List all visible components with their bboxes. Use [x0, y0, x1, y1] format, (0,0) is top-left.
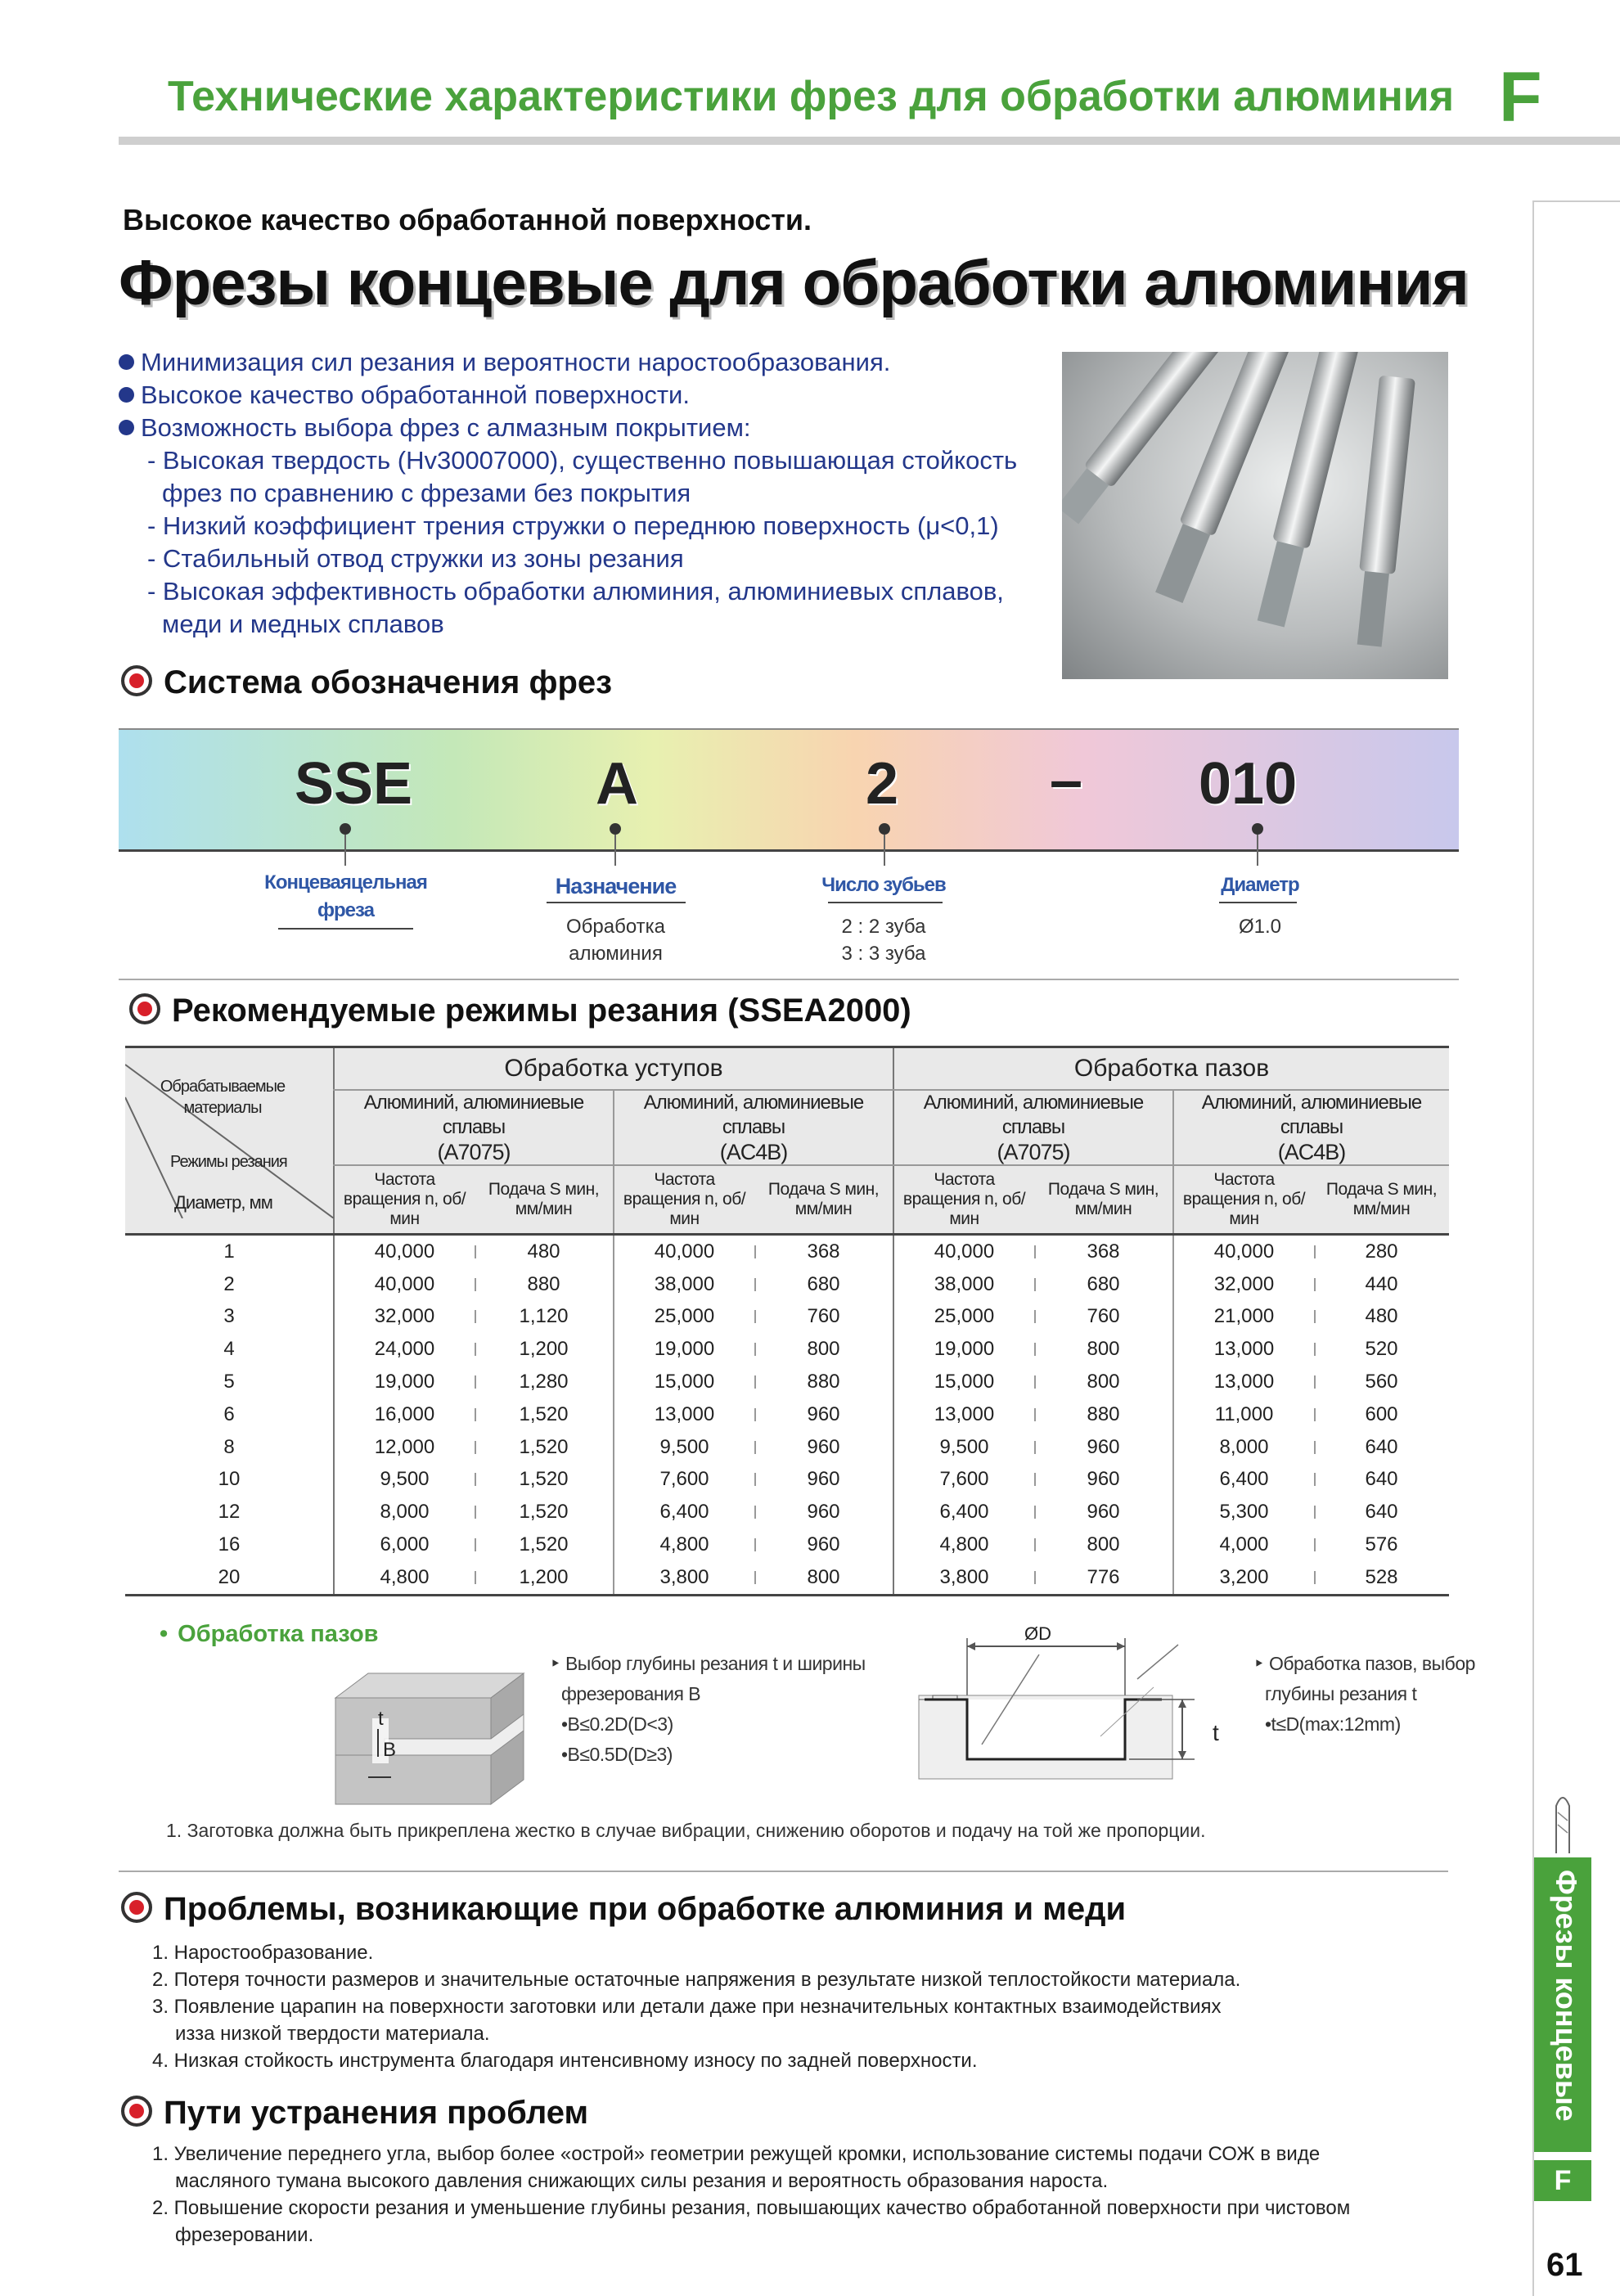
table-row: [125, 1431, 1449, 1464]
section-divider: [119, 979, 1459, 980]
solution-item: 1. Увеличение переднего угла, выбор более «острой» геометрии режущей кромки, использование системы подачи СОЖ в виде: [152, 2143, 1321, 2165]
feed-cell: 680: [1034, 1268, 1173, 1301]
diagram-label-b: B: [383, 1739, 397, 1761]
section-letter: F: [1499, 58, 1542, 137]
pointer-line: [344, 835, 346, 866]
diameter-cell: 20: [218, 1565, 241, 1588]
note-line: глубины резания t: [1265, 1683, 1417, 1704]
product-title: Фрезы концевые для обработки алюминия: [119, 246, 1469, 318]
table-row: [125, 1398, 1449, 1431]
feed-cell: 480: [475, 1235, 614, 1268]
cutting-heading: [129, 993, 911, 1029]
feed-cell: 880: [475, 1268, 614, 1301]
speed-cell: 25,000: [614, 1301, 754, 1334]
speed-cell: 40,000: [614, 1235, 754, 1268]
table-row: [125, 1464, 1449, 1497]
cutting-heading-text: Рекомендуемые режимы резания (SSEA2000): [172, 993, 911, 1029]
solutions-heading: [121, 2095, 588, 2132]
problems-heading: [121, 1891, 1126, 1928]
speed-header: Частота вращения n, об/мин: [893, 1165, 1034, 1235]
category-label-diameter: Диаметр: [1221, 874, 1299, 896]
table-body: [125, 1235, 1449, 1596]
speed-cell: 15,000: [893, 1366, 1034, 1398]
feature-bullet: Высокое качество обработанной поверхности.: [119, 379, 1060, 412]
category-label-purpose: Назначение: [555, 874, 677, 898]
feed-cell: 800: [754, 1333, 893, 1366]
diameter-cell: 10: [218, 1468, 241, 1491]
feed-cell: 960: [754, 1528, 893, 1561]
cutting-modes-table: [125, 1046, 1449, 1596]
speed-cell: 32,000: [334, 1301, 475, 1334]
category-underline: [828, 902, 943, 903]
speed-cell: 25,000: [893, 1301, 1034, 1334]
alloy-name: Алюминий, алюминиевые сплавы: [363, 1092, 584, 1138]
note-line: ‣ Обработка пазов, выбор: [1253, 1653, 1475, 1674]
slot-title-text: Обработка пазов: [178, 1621, 379, 1647]
code-series: SSE: [295, 751, 413, 817]
slot-profile-diagram: [892, 1622, 1219, 1785]
feed-cell: 560: [1314, 1366, 1449, 1398]
feed-cell: 680: [754, 1268, 893, 1301]
alloy-grade: (AC4B): [719, 1140, 788, 1164]
alloy-header: [614, 1090, 893, 1165]
flutes-value: 3 : 3 зуба: [841, 943, 926, 965]
speed-cell: 38,000: [893, 1268, 1034, 1301]
diameter-cell: 12: [218, 1501, 241, 1524]
feed-cell: 1,520: [475, 1464, 614, 1497]
feed-cell: 960: [754, 1398, 893, 1431]
designation-heading: [121, 664, 612, 701]
speed-cell: 13,000: [1173, 1333, 1314, 1366]
corner-materials: Обрабатываемые материалы: [160, 1078, 286, 1117]
code-purpose: A: [596, 751, 638, 817]
speed-cell: 19,000: [614, 1333, 754, 1366]
feed-cell: 760: [1034, 1301, 1173, 1334]
diameter-value: Ø1.0: [1238, 916, 1282, 938]
pointer-dot: [610, 823, 621, 835]
flutes-value: 2 : 2 зуба: [841, 916, 926, 938]
speed-cell: 15,000: [614, 1366, 754, 1398]
code-flutes: 2: [866, 751, 899, 817]
feed-header: Подача S мин, мм/мин: [1034, 1165, 1173, 1235]
diameter-cell: 2: [223, 1272, 235, 1295]
feed-cell: 640: [1314, 1464, 1449, 1497]
diagram-label-od: ØD: [1024, 1623, 1051, 1644]
alloy-header: [334, 1090, 614, 1165]
slot-note-width: [550, 1649, 866, 1770]
speed-cell: 6,400: [893, 1496, 1034, 1528]
feature-sub-item: - Низкий коэффициент трения стружки о переднюю поверхность (μ<0,1): [147, 511, 999, 540]
feature-bullet: Минимизация сил резания и вероятности наростообразования.: [119, 346, 1060, 379]
speed-cell: 19,000: [334, 1366, 475, 1398]
speed-cell: 11,000: [1173, 1398, 1314, 1431]
note-line: ‣ Выбор глубины резания t и ширины: [550, 1653, 866, 1674]
problem-item: 4. Низкая стойкость инструмента благодаря интенсивному износу по задней поверхности.: [152, 2050, 978, 2072]
diameter-cell: 8: [223, 1435, 235, 1458]
feed-cell: 880: [1034, 1398, 1173, 1431]
table-corner-cell: [125, 1047, 334, 1235]
feed-cell: 528: [1314, 1561, 1449, 1595]
speed-cell: 6,000: [334, 1528, 475, 1561]
table-row: [125, 1496, 1449, 1528]
problem-item: 3. Появление царапин на поверхности заготовки или детали даже при незначительных контактных взаимодействиях: [152, 1996, 1222, 2018]
speed-cell: 40,000: [334, 1268, 475, 1301]
feed-cell: 640: [1314, 1431, 1449, 1464]
speed-cell: 9,500: [614, 1431, 754, 1464]
pointer-line: [1257, 835, 1258, 866]
group-header-slot: Обработка пазов: [893, 1047, 1449, 1091]
problem-item: 2. Потеря точности размеров и значительные остаточные напряжения в результате низкой теплостойкости материала.: [152, 1969, 1241, 1991]
speed-cell: 3,800: [893, 1561, 1034, 1595]
table-row: [125, 1366, 1449, 1398]
table-row: [125, 1561, 1449, 1595]
diameter-cell: 1: [223, 1240, 235, 1263]
slot-note-depth: [1253, 1649, 1475, 1740]
table-row: [125, 1333, 1449, 1366]
solution-item: фрезеровании.: [175, 2224, 314, 2246]
speed-cell: 12,000: [334, 1431, 475, 1464]
table-row: [125, 1301, 1449, 1334]
section-bullet-icon: [121, 1892, 152, 1923]
speed-header: Частота вращения n, об/мин: [334, 1165, 475, 1235]
speed-cell: 40,000: [1173, 1235, 1314, 1268]
diagram-label-t: t: [378, 1708, 384, 1730]
lead-text: Высокое качество обработанной поверхности.: [123, 203, 812, 236]
feed-cell: 520: [1314, 1333, 1449, 1366]
feed-cell: 1,200: [475, 1561, 614, 1595]
alloy-header: [1173, 1090, 1449, 1165]
speed-cell: 9,500: [334, 1464, 475, 1497]
feed-cell: 800: [1034, 1333, 1173, 1366]
feed-cell: 1,120: [475, 1301, 614, 1334]
solution-item: 2. Повышение скорости резания и уменьшение глубины резания, повышающих качество обработанной поверхности при чистовом: [152, 2197, 1351, 2219]
feed-header: Подача S мин, мм/мин: [754, 1165, 893, 1235]
feature-sub-item: - Высокая эффективность обработки алюминия, алюминиевых сплавов, меди и медных сплавов: [147, 577, 1004, 638]
section-bullet-icon: [121, 2096, 152, 2127]
speed-cell: 3,200: [1173, 1561, 1314, 1595]
diagram-label-depth: t: [1213, 1720, 1219, 1745]
speed-cell: 24,000: [334, 1333, 475, 1366]
speed-header: Частота вращения n, об/мин: [614, 1165, 754, 1235]
solutions-list: [152, 2141, 1461, 2249]
feed-cell: 1,520: [475, 1528, 614, 1561]
feature-sub-item: - Высокая твердость (Hv30007000), существенно повышающая стойкость фрез по сравнению с фрезами без покрытия: [147, 446, 1018, 507]
feed-cell: 960: [1034, 1431, 1173, 1464]
feed-cell: 1,520: [475, 1398, 614, 1431]
group-header-shoulder: Обработка уступов: [334, 1047, 893, 1091]
speed-cell: 6,400: [614, 1496, 754, 1528]
speed-cell: 8,000: [334, 1496, 475, 1528]
pointer-line: [614, 835, 616, 866]
speed-cell: 40,000: [893, 1235, 1034, 1268]
feed-cell: 1,280: [475, 1366, 614, 1398]
category-label-flutes: Число зубьев: [821, 874, 946, 896]
code-diameter: 010: [1199, 751, 1298, 817]
ball-end-mill-icon: [1538, 1788, 1587, 1853]
speed-cell: 9,500: [893, 1431, 1034, 1464]
diameter-cell: 6: [223, 1402, 235, 1425]
table-row: [125, 1528, 1449, 1561]
alloy-grade: (AC4B): [1277, 1140, 1346, 1164]
speed-cell: 4,800: [334, 1561, 475, 1595]
problem-item: изза низкой твердости материала.: [175, 2023, 490, 2045]
feed-cell: 960: [754, 1431, 893, 1464]
feed-cell: 368: [754, 1235, 893, 1268]
speed-cell: 4,800: [614, 1528, 754, 1561]
speed-header: Частота вращения n, об/мин: [1173, 1165, 1314, 1235]
speed-cell: 6,400: [1173, 1464, 1314, 1497]
feed-cell: 800: [754, 1561, 893, 1595]
side-tab-letter: F: [1534, 2160, 1591, 2201]
feed-cell: 440: [1314, 1268, 1449, 1301]
page-number: 61: [1546, 2247, 1583, 2283]
alloy-name: Алюминий, алюминиевые сплавы: [1201, 1092, 1422, 1138]
solution-item: масляного тумана высокого давления снижающих силы резания и вероятность образования нароста.: [175, 2170, 1109, 2192]
alloy-grade: (A7075): [437, 1140, 511, 1164]
feed-header: Подача S мин, мм/мин: [1314, 1165, 1449, 1235]
speed-cell: 38,000: [614, 1268, 754, 1301]
table-row: [125, 1268, 1449, 1301]
slot-title: [160, 1621, 389, 1648]
speed-cell: 21,000: [1173, 1301, 1314, 1334]
speed-cell: 16,000: [334, 1398, 475, 1431]
section-bullet-icon: [129, 993, 160, 1024]
speed-cell: 40,000: [334, 1235, 475, 1268]
purpose-value: алюминия: [569, 943, 663, 965]
header-rule: [119, 137, 1620, 145]
feed-cell: 640: [1314, 1496, 1449, 1528]
speed-cell: 4,000: [1173, 1528, 1314, 1561]
end-mills-photo: [1062, 352, 1448, 679]
speed-cell: 13,000: [614, 1398, 754, 1431]
code-dash: –: [1050, 748, 1083, 813]
solutions-heading-text: Пути устранения проблем: [164, 2095, 589, 2131]
corner-diameter: Диаметр, мм: [174, 1192, 272, 1213]
feed-cell: 760: [754, 1301, 893, 1334]
feed-cell: 1,520: [475, 1431, 614, 1464]
feed-cell: 280: [1314, 1235, 1449, 1268]
designation-heading-text: Система обозначения фрез: [164, 664, 613, 700]
page-header-title: Технические характеристики фрез для обработки алюминия: [168, 73, 1455, 120]
section-bullet-icon: [121, 665, 152, 696]
speed-cell: 8,000: [1173, 1431, 1314, 1464]
feed-cell: 1,200: [475, 1333, 614, 1366]
note-line: фрезерования B: [561, 1683, 701, 1704]
alloy-grade: (A7075): [997, 1140, 1070, 1164]
pointer-dot: [879, 823, 890, 835]
alloy-name: Алюминий, алюминиевые сплавы: [643, 1092, 864, 1138]
feed-cell: 776: [1034, 1561, 1173, 1595]
feature-list: [119, 346, 1060, 641]
diameter-cell: 5: [223, 1371, 235, 1393]
diameter-cell: 4: [223, 1338, 235, 1361]
speed-cell: 7,600: [614, 1464, 754, 1497]
pointer-dot: [1252, 823, 1263, 835]
category-underline: [278, 928, 413, 930]
slot-bullet: •: [160, 1621, 169, 1647]
category-underline: [1219, 902, 1297, 903]
feed-cell: 576: [1314, 1528, 1449, 1561]
table-row: [125, 1235, 1449, 1268]
note-line: •B≤0.5D(D≥3): [561, 1744, 673, 1765]
category-underline: [547, 902, 686, 903]
alloy-name: Алюминий, алюминиевые сплавы: [923, 1092, 1144, 1138]
side-tab-label: Фрезы концевые: [1550, 1870, 1583, 2122]
feed-cell: 800: [1034, 1528, 1173, 1561]
sidebar-border-top: [1532, 200, 1620, 202]
feed-cell: 1,520: [475, 1496, 614, 1528]
diameter-cell: 3: [223, 1305, 235, 1328]
problems-heading-text: Проблемы, возникающие при обработке алюминия и меди: [164, 1891, 1127, 1927]
feed-header: Подача S мин, мм/мин: [475, 1165, 614, 1235]
feed-cell: 960: [1034, 1496, 1173, 1528]
category-label-series: Концеваяцельная фреза: [264, 871, 427, 921]
speed-cell: 4,800: [893, 1528, 1034, 1561]
speed-cell: 3,800: [614, 1561, 754, 1595]
problem-item: 1. Наростообразование.: [152, 1942, 374, 1964]
feed-cell: 368: [1034, 1235, 1173, 1268]
pointer-line: [884, 835, 885, 866]
speed-cell: 7,600: [893, 1464, 1034, 1497]
workpiece-diagram: [327, 1665, 532, 1812]
note-line: •t≤D(max:12mm): [1265, 1713, 1401, 1735]
alloy-header: [893, 1090, 1173, 1165]
speed-cell: 32,000: [1173, 1268, 1314, 1301]
feed-cell: 880: [754, 1366, 893, 1398]
speed-cell: 13,000: [1173, 1366, 1314, 1398]
feed-cell: 600: [1314, 1398, 1449, 1431]
feed-cell: 800: [1034, 1366, 1173, 1398]
feature-bullet: Возможность выбора фрез с алмазным покрытием:: [119, 412, 1060, 444]
diameter-cell: 16: [218, 1533, 241, 1556]
speed-cell: 5,300: [1173, 1496, 1314, 1528]
feed-cell: 480: [1314, 1301, 1449, 1334]
speed-cell: 13,000: [893, 1398, 1034, 1431]
speed-cell: 19,000: [893, 1333, 1034, 1366]
feed-cell: 960: [754, 1464, 893, 1497]
problems-list: [152, 1939, 1461, 2074]
purpose-value: Обработка: [565, 916, 666, 938]
note-line: •B≤0.2D(D<3): [561, 1713, 673, 1735]
feature-sub-item: - Стабильный отвод стружки из зоны резания: [147, 544, 684, 573]
slot-footnote: 1. Заготовка должна быть прикреплена жестко в случае вибрации, снижению оборотов и подачу на той же пропорции.: [166, 1820, 1206, 1841]
feed-cell: 960: [1034, 1464, 1173, 1497]
corner-modes: Режимы резания: [170, 1153, 287, 1171]
section-divider: [119, 1871, 1448, 1872]
feed-cell: 960: [754, 1496, 893, 1528]
pointer-dot: [340, 823, 351, 835]
